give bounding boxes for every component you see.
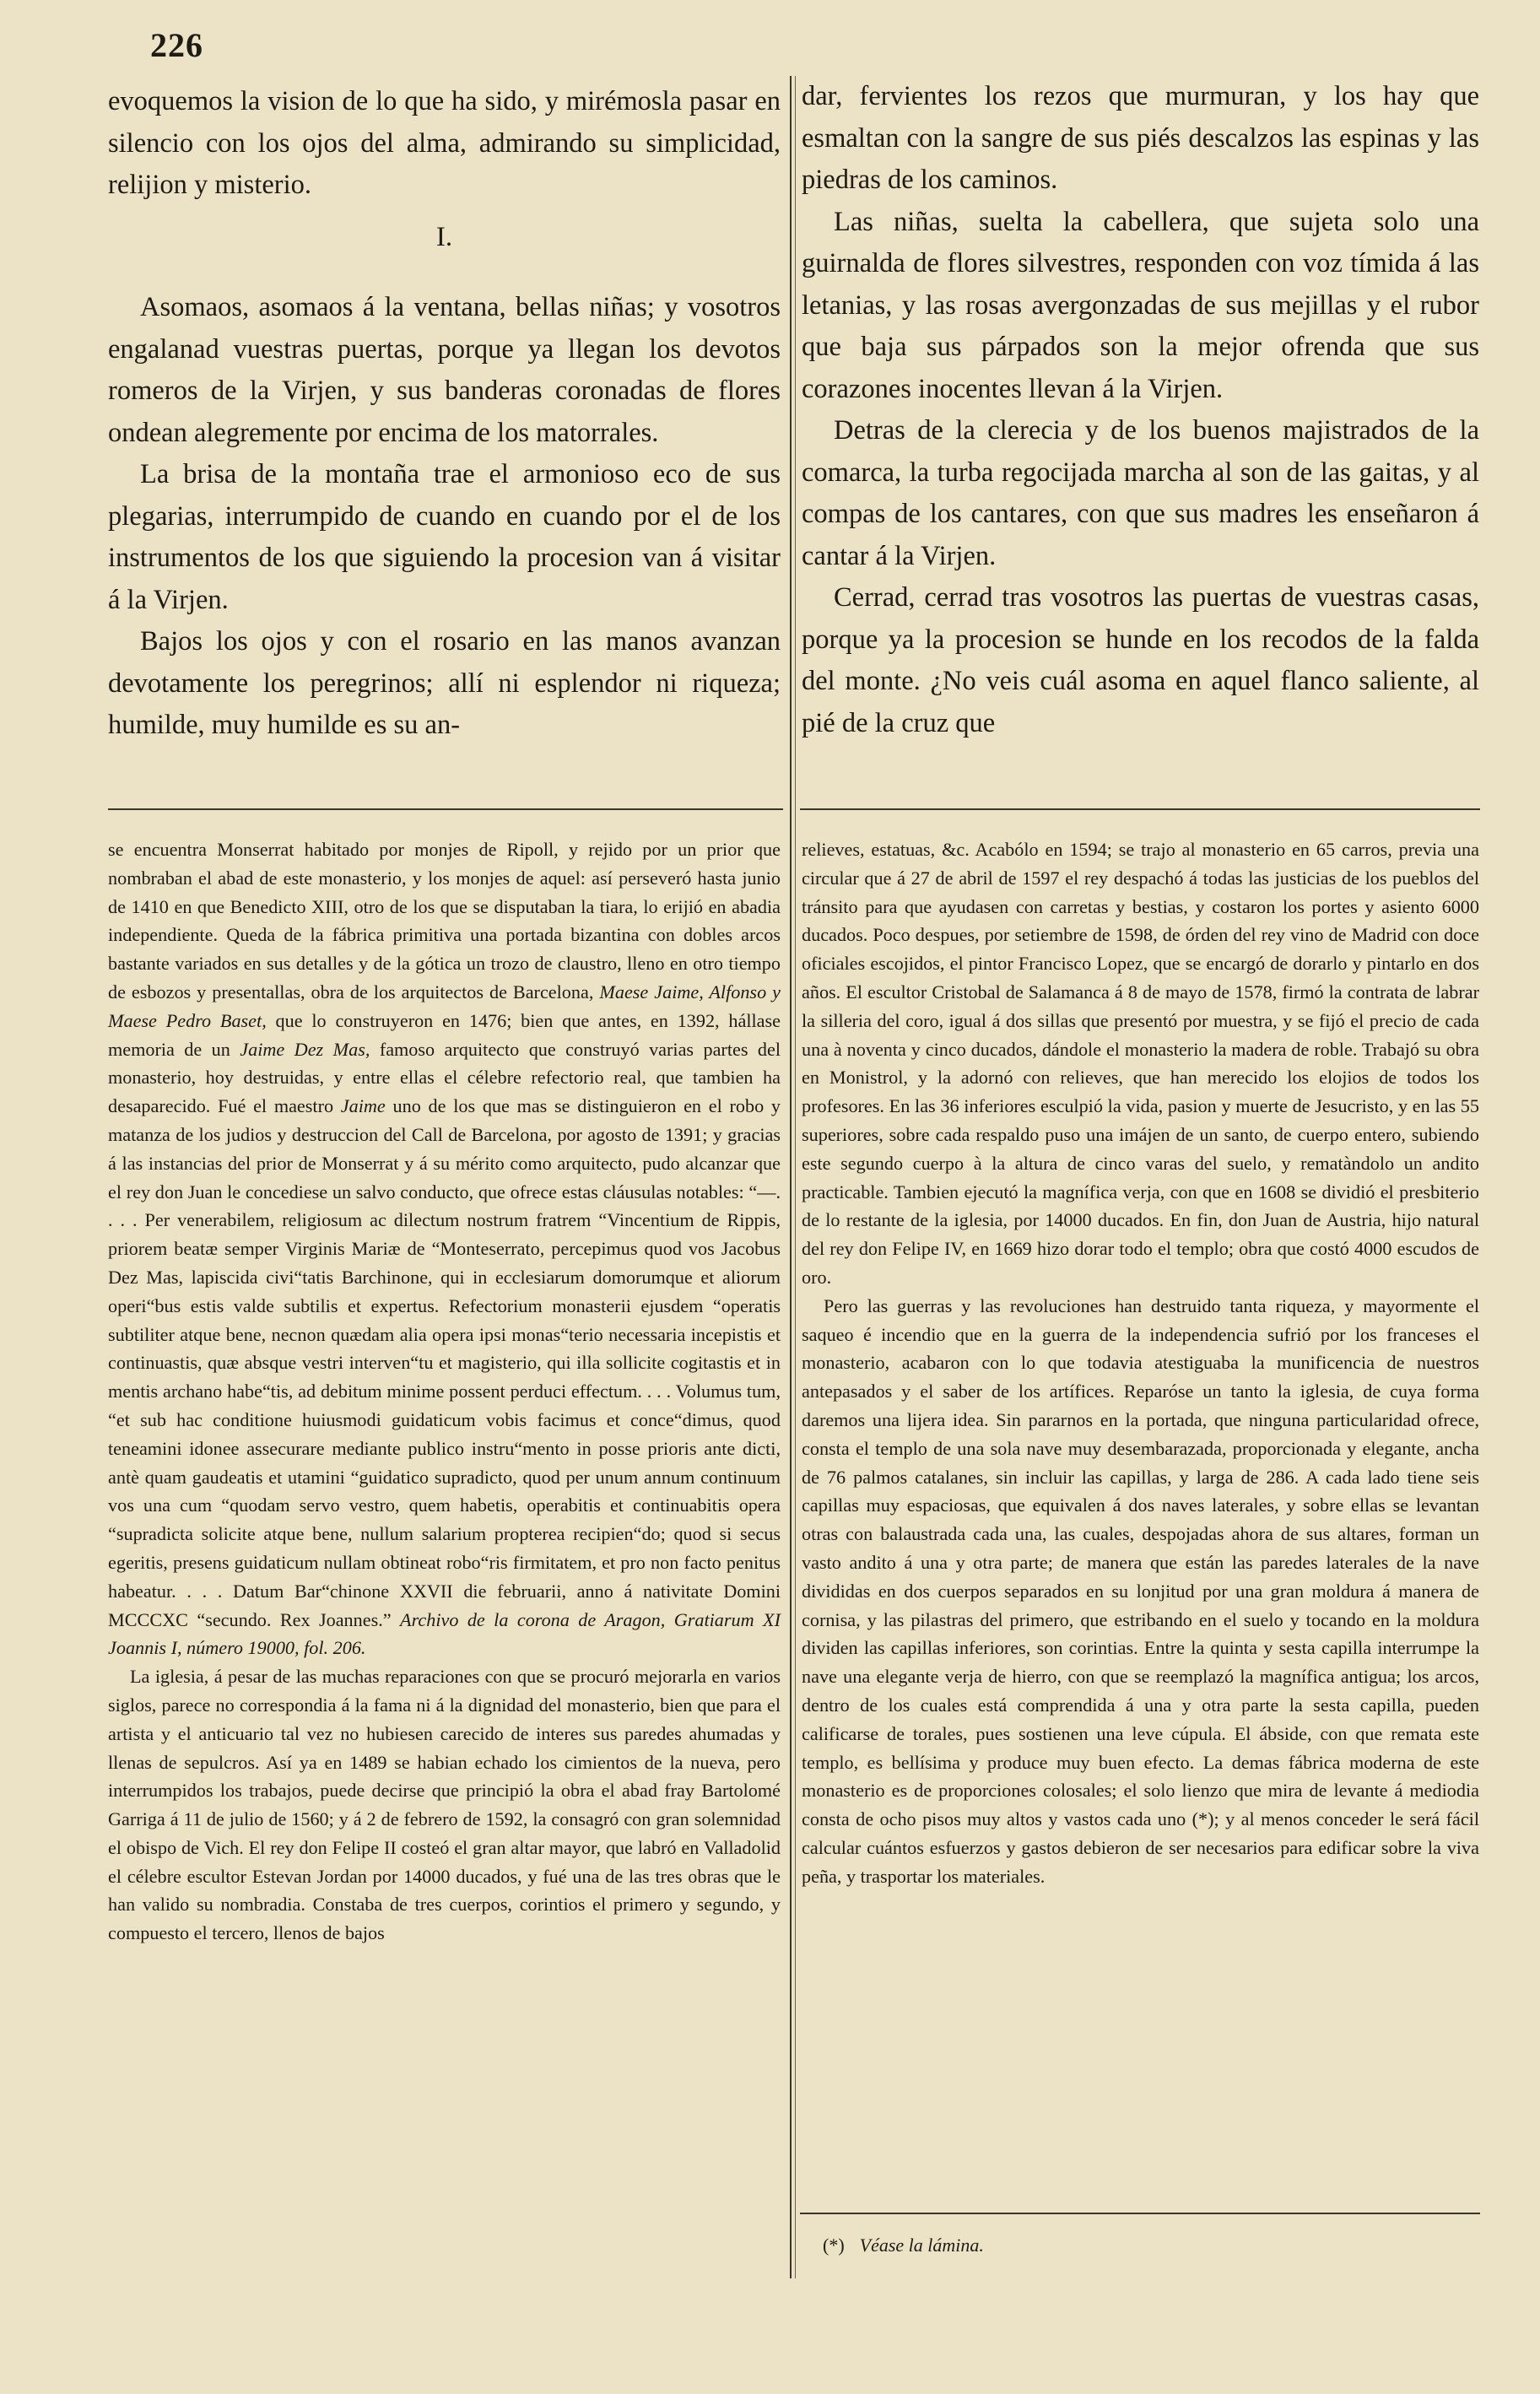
paragraph: Cerrad, cerrad tras vosotros las puertas de vuestras casas, porque ya la procesion se hunde en los recodos de la falda del monte. ¿No veis cuál asoma en aquel flanco saliente, al pié de la cruz que — [802, 582, 1479, 738]
notes-left-column — [108, 835, 781, 1948]
paragraph: dar, fervientes los rezos que murmuran, y los hay que esmaltan con la sangre de sus piés descalzos las espinas y las piedras de los caminos. — [802, 81, 1479, 195]
footnote-mark: (*) — [823, 2235, 845, 2256]
architect-names: Maese Jaime, Alfonso y Maese Pedro Baset, — [108, 981, 781, 1031]
note-paragraph: La iglesia, á pesar de las muchas reparaciones con que se procuró mejorarla en varios siglos, parece no correspondia á la fama ni á la dignidad del monasterio, bien que para el artista y el anticuario tal vez no hubiesen carecido de interes sus paredes ahumadas y llenas de sepulcros. Así ya en 1489 se habian echado los cimientos de la nueva, pero interrumpidos los trabajos, puede decirse que principió la obra el abad fray Bartolomé Garriga á 11 de julio de 1560; y á 2 de febrero de 1592, la consagró con gran solemnidad el obispo de Vich. El rey don Felipe II costeó el gran altar mayor, que labró en Valladolid el célebre escultor Estevan Jordan por 14000 ducados, y fué una de las tres obras que le han valido su nombradia. Constaba de tres cuerpos, corintios el primero y segundo, y compuesto el tercero, llenos de bajos — [108, 1666, 781, 1944]
architect-name: Jaime Dez Mas, — [240, 1038, 370, 1060]
section-numeral: I. — [435, 221, 453, 252]
footnote-separator — [800, 2213, 1480, 2214]
paragraph: Asomaos, asomaos á la ventana, bellas niñas; y vosotros engalanad vuestras puertas, porque ya llegan los devotos romeros de la Virjen, y sus banderas coronadas de flores ondean alegremente por encima de los matorrales. — [108, 292, 781, 448]
footnote-text: Véase la lámina. — [859, 2235, 984, 2256]
main-text-left-column — [108, 81, 781, 747]
paragraph: evoquemos la vision de lo que ha sido, y mirémosla pasar en silencio con los ojos del alma, admirando su simplicidad, relijion y misterio. — [108, 86, 781, 200]
page-number: 226 — [150, 26, 203, 64]
note-text: uno de los que mas se distinguieron en el robo y matanza de los judios y destruccion del Call de Barcelona, por agosto de 1391; y gracias á las instancias del prior de Monserrat y á su mérito como arquitecto, pudo alcanzar que el rey don Juan le concediese un salvo conducto, que ofrece estas cláusulas notables: “—. . . . Per venerabilem, religiosum ac dilectum nostrum fratrem “Vincentium de Rippis, priorem beatæ semper Virginis Mariæ de “Monteserrato, percepimus quod vos Jacobus Dez Mas, lapiscida civi“tatis Barchinone, qui in ecclesiarum domorumque et aliorum operi“bus estis valde subtilis et expertus. Refectorium monasterii ejusdem “operatis subtiliter atque bene, necnon quædam alia opera ipsi monas“terio necessaria incepistis et continuastis, quæ absque vestri interven“tu et magisterio, qui illa sollicite cogitastis et in mentis archano habe“tis, ad debitum minime possent perduci effectum. . . . Volumus tum, “et sub hac conditione huiusmodi guidaticum vobis facimus et conce“dimus, quod teneamini idonee assecurare mediante publico instru“mento in posse prioris ante dicti, antè quam gaudeatis et utamini “guidatico supradicto, quod per unum annum continuum vos una cum “quodam servo vestro, quem habetis, operabitis et continuabitis opera “supradicta solicite atque bene, nullum salarium propterea recipien“do; quod si secus egeritis, presens guidaticum nullam obtineat robo“ris firmitatem, et pro non facto penitus habeatur. . . . Datum Bar“chinone XXVII die februarii, anno á nativitate Domini MCCCXC “secundo. Rex Joannes.” — [108, 1095, 781, 1630]
paragraph: Las niñas, suelta la cabellera, que sujeta solo una guirnalda de flores silvestres, responden con voz tímida á las letanias, y las rosas avergonzadas de sus mejillas y el rubor que baja sus párpados son la mejor ofrenda que sus corazones inocentes llevan á la Virjen. — [802, 206, 1479, 404]
note-paragraph — [108, 835, 781, 1662]
note-paragraph: Pero las guerras y las revoluciones han destruido tanta riqueza, y mayormente el saqueo é incendio que en la guerra de la independencia sufrió por los franceses el monasterio, acabaron con lo que todavia atestiguaba la munificencia de nuestros antepasados y el saber de los artífices. Reparóse un tanto la iglesia, de cuya forma daremos una lijera idea. Sin pararnos en la portada, que ninguna particularidad ofrece, consta el templo de una sola nave muy desembarazada, proporcionada y elegante, ancha de 76 palmos catalanes, sin incluir las capillas, y larga de 286. A cada lado tiene seis capillas muy espaciosas, que equivalen á dos naves laterales, y sobre ellas se levantan otras con balaustrada cada una, las cuales, despojadas ahora de sus altares, forman un vasto andito á una y otra parte; de manera que están las paredes laterales de la nave divididas en dos cuerpos separados en su lonjitud por una gran moldura á manera de cornisa, y las pilastras del primero, que estribando en el suelo y tocando en la moldura dividen las capillas inferiores, son corintias. Entre la quinta y sesta capilla interrumpe la nave una elegante verja de hierro, con que se reemplazó la magnífica antigua; los arcos, dentro de los cuales está comprendida á una y otra parte la sesta capilla, pueden calificarse de torales, pues sostienen una leve cúpula. El ábside, con que remata este templo, es bellísima y produce muy buen efecto. La demas fábrica moderna de este monasterio es de proporciones colosales; el solo lienzo que mira de levante á mediodia consta de ocho pisos muy altos y vastos cada uno (*); y al menos conceder le será fácil calcular cuántos esfuerzos y gastos debieron de ser necesarios para edificar sobre la viva peña, y trasportar los materiales. — [802, 1294, 1479, 1887]
note-text: famoso arquitecto que construyó varias partes del monasterio, hoy destruidas, y entre ellas el célebre refectorio real, que tambien ha desaparecido. Fué el maestro — [108, 1038, 781, 1117]
note-text: se encuentra Monserrat habitado por monjes de Ripoll, y rejido por un prior que nombraban el abad de este monasterio, y los monjes de aquel: así perseveró hasta junio de 1410 en que Benedicto XIII, otro de los que se disputaban la tiara, lo erijió en abadia independiente. Queda de la fábrica primitiva una portada bizantina con dobles arcos bastante variados en sus detalles y de la gótica un trozo de claustro, lleno en otro tiempo de esbozos y presentallas, obra de los arquitectos de Barcelona, — [108, 839, 781, 1002]
footnote — [823, 2235, 1464, 2256]
note-paragraph: relieves, estatuas, &c. Acabólo en 1594; se trajo al monasterio en 65 carros, previa una circular que á 27 de abril de 1597 el rey despachó á todas las justicias de los pueblos del tránsito para que ayudasen con carretas y bestias, y costaron los portes y asiento 6000 ducados. Poco despues, por setiembre de 1598, de órden del rey vino de Madrid con doce oficiales escojidos, el pintor Francisco Lopez, que se encargó de dorarlo y pintarlo en dos años. El escultor Cristobal de Salamanca á 8 de mayo de 1578, firmó la contrata de labrar la silleria del coro, igual á dos sillas que presentó por muestra, y se fijó el precio de cada una à noventa y cinco ducados, dándole el monasterio la madera de roble. Trabajó su obra en Monistrol, y la adornó con relieves, que han merecido los elojios de todos los profesores. En las 36 inferiores esculpió la vida, pasion y muerte de Jesucristo, y en las 55 superiores, sobre cada respaldo puso una imájen de un santo, de cuerpo entero, subiendo este segundo cuerpo à la altura de cinco varas del suelo, y rematàndolo un andito practicable. Tambien ejecutó la magnífica verja, con que en 1608 se dividió el presbiterio de lo restante de la iglesia, por 14000 ducados. En fin, don Juan de Austria, hijo natural del rey don Felipe IV, en 1669 hizo dorar todo el templo; obra que costó 4000 escudos de oro. — [802, 839, 1479, 1288]
paragraph: Detras de la clerecia y de los buenos majistrados de la comarca, la turba regocijada marcha al son de las gaitas, y al compas de los cantares, con que sus madres les enseñaron á cantar á la Virjen. — [802, 415, 1479, 571]
notes-right-column — [802, 835, 1479, 1890]
column-divider — [790, 76, 792, 2278]
notes-separator-left — [108, 808, 783, 810]
column-divider-inner — [795, 76, 796, 2278]
architect-name: Jaime — [340, 1095, 386, 1117]
main-text-right-column — [802, 76, 1479, 744]
paragraph: Bajos los ojos y con el rosario en las manos avanzan devotamente los peregrinos; allí ni esplendor ni riqueza; humilde, muy humilde es su an- — [108, 626, 781, 740]
notes-separator-right — [800, 808, 1480, 810]
note-text: que lo construyeron en 1476; bien que antes, en 1392, hállase memoria de un — [108, 1009, 781, 1060]
paragraph: La brisa de la montaña trae el armonioso eco de sus plegarias, interrumpido de cuando en cuando por el de los instrumentos de los que siguiendo la procesion van á visitar á la Virjen. — [108, 459, 781, 615]
archive-citation: Archivo de la corona de Aragon, Gratiarum XI Joannis I, número 19000, fol. 206. — [108, 1608, 781, 1659]
